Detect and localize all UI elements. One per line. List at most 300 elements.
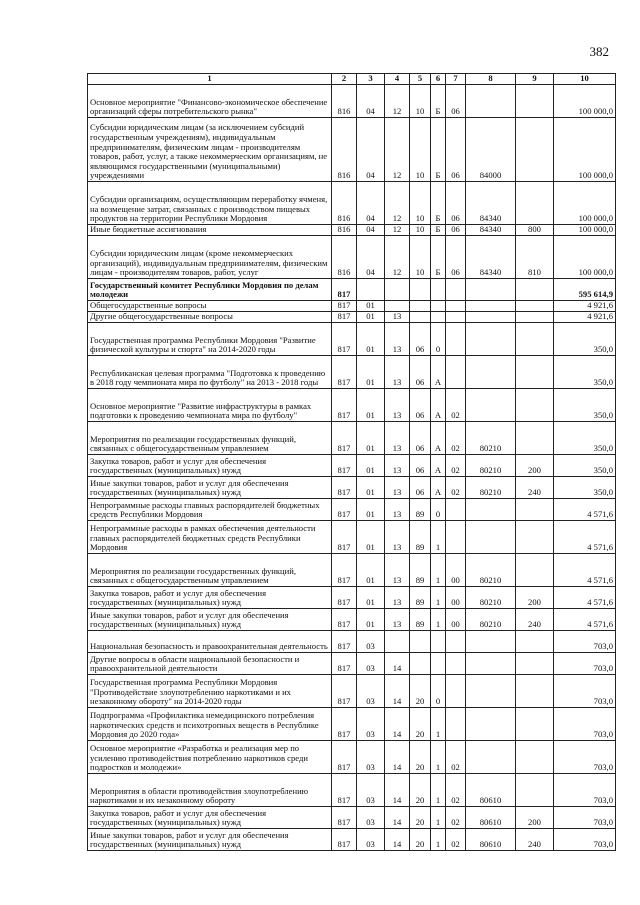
subsection-cell: 14 xyxy=(385,675,410,708)
program-cell: 10 xyxy=(410,85,431,118)
subsection-cell: 13 xyxy=(385,609,410,631)
program-cell: 89 xyxy=(410,554,431,587)
subprogram-cell: 1 xyxy=(431,741,446,774)
row-name-cell: Государственная программа Республики Мордовия "Развитие физической культуры и спорта" на 2014-2020 годы xyxy=(88,323,332,356)
table-row xyxy=(88,225,616,236)
row-name-cell: Непрограммные расходы главных распорядителей бюджетных средств Республики Мордовия xyxy=(88,499,332,521)
subsection-cell: 13 xyxy=(385,356,410,389)
admin-code-cell: 817 xyxy=(332,609,357,631)
admin-code-cell: 816 xyxy=(332,118,357,182)
table-row xyxy=(88,829,616,851)
event-cell: 00 xyxy=(446,609,466,631)
direction-cell xyxy=(466,279,516,301)
subsection-cell: 14 xyxy=(385,741,410,774)
subprogram-cell: 1 xyxy=(431,807,446,829)
direction-cell: 80610 xyxy=(466,807,516,829)
amount-cell: 703,0 xyxy=(554,774,616,807)
subprogram-cell: Б xyxy=(431,225,446,236)
direction-cell: 84000 xyxy=(466,118,516,182)
admin-code-cell: 816 xyxy=(332,225,357,236)
amount-cell: 4 921,6 xyxy=(554,312,616,323)
row-name-cell: Республиканская целевая программа "Подготовка к проведению в 2018 году чемпионата мира по футболу" на 2013 - 2018 годы xyxy=(88,356,332,389)
subprogram-cell: 1 xyxy=(431,554,446,587)
section-cell: 01 xyxy=(357,422,385,455)
direction-cell: 84340 xyxy=(466,182,516,225)
event-cell: 02 xyxy=(446,389,466,422)
table-row xyxy=(88,587,616,609)
section-cell: 01 xyxy=(357,312,385,323)
subsection-cell: 14 xyxy=(385,829,410,851)
direction-cell xyxy=(466,521,516,554)
admin-code-cell: 817 xyxy=(332,301,357,312)
table-row xyxy=(88,499,616,521)
header-cell: 4 xyxy=(385,74,410,85)
section-cell: 03 xyxy=(357,631,385,653)
event-cell: 02 xyxy=(446,477,466,499)
row-name-cell: Мероприятия по реализации государственных функций, связанных с общегосударственным управлением xyxy=(88,554,332,587)
direction-cell xyxy=(466,312,516,323)
subprogram-cell: Б xyxy=(431,236,446,279)
header-cell: 3 xyxy=(357,74,385,85)
amount-cell: 100 000,0 xyxy=(554,225,616,236)
direction-cell xyxy=(466,301,516,312)
section-cell: 01 xyxy=(357,323,385,356)
admin-code-cell: 817 xyxy=(332,521,357,554)
expense-type-cell xyxy=(516,741,554,774)
subsection-cell: 13 xyxy=(385,587,410,609)
table-row xyxy=(88,356,616,389)
amount-cell: 703,0 xyxy=(554,631,616,653)
header-cell: 5 xyxy=(410,74,431,85)
subsection-cell: 13 xyxy=(385,499,410,521)
expense-type-cell xyxy=(516,323,554,356)
expense-type-cell xyxy=(516,279,554,301)
event-cell: 06 xyxy=(446,182,466,225)
row-name-cell: Подпрограмма «Профилактика немедицинского потребления наркотических средств и психотропных веществ в Республике Мордовия до 2020 года» xyxy=(88,708,332,741)
section-cell: 01 xyxy=(357,356,385,389)
admin-code-cell: 817 xyxy=(332,312,357,323)
event-cell: 00 xyxy=(446,587,466,609)
row-name-cell: Основное мероприятие «Разработка и реализация мер по усилению противодействия потреблению наркотиков среди подростков и молодежи» xyxy=(88,741,332,774)
admin-code-cell: 817 xyxy=(332,499,357,521)
event-cell xyxy=(446,675,466,708)
subprogram-cell xyxy=(431,279,446,301)
row-name-cell: Государственная программа Республики Мордовия "Противодействие злоупотреблению наркотиками и их незаконному обороту" на 2014-2020 годы xyxy=(88,675,332,708)
expense-type-cell xyxy=(516,774,554,807)
subsection-cell: 13 xyxy=(385,455,410,477)
table-row xyxy=(88,741,616,774)
admin-code-cell: 817 xyxy=(332,774,357,807)
section-cell: 01 xyxy=(357,554,385,587)
program-cell: 20 xyxy=(410,807,431,829)
section-cell: 01 xyxy=(357,301,385,312)
subprogram-cell: 1 xyxy=(431,521,446,554)
table-header-row xyxy=(88,74,616,85)
amount-cell: 350,0 xyxy=(554,477,616,499)
section-cell: 03 xyxy=(357,741,385,774)
subprogram-cell xyxy=(431,653,446,675)
section-cell: 03 xyxy=(357,708,385,741)
table-row xyxy=(88,807,616,829)
program-cell: 10 xyxy=(410,225,431,236)
expense-type-cell xyxy=(516,389,554,422)
expense-type-cell xyxy=(516,301,554,312)
program-cell: 06 xyxy=(410,323,431,356)
section-cell: 04 xyxy=(357,85,385,118)
admin-code-cell: 816 xyxy=(332,182,357,225)
direction-cell xyxy=(466,85,516,118)
amount-cell: 100 000,0 xyxy=(554,118,616,182)
expense-type-cell xyxy=(516,312,554,323)
event-cell: 06 xyxy=(446,118,466,182)
program-cell xyxy=(410,301,431,312)
event-cell xyxy=(446,653,466,675)
program-cell: 89 xyxy=(410,587,431,609)
row-name-cell: Непрограммные расходы в рамках обеспечения деятельности главных распорядителей бюджетных средств Республики Мордовия xyxy=(88,521,332,554)
amount-cell: 350,0 xyxy=(554,455,616,477)
row-name-cell: Иные закупки товаров, работ и услуг для обеспечения государственных (муниципальных) нужд xyxy=(88,477,332,499)
table-row xyxy=(88,279,616,301)
row-name-cell: Мероприятия в области противодействия злоупотреблению наркотиками и их незаконному обороту xyxy=(88,774,332,807)
subprogram-cell: 0 xyxy=(431,323,446,356)
header-cell: 7 xyxy=(446,74,466,85)
page-number: 382 xyxy=(589,44,609,59)
amount-cell: 703,0 xyxy=(554,741,616,774)
program-cell xyxy=(410,279,431,301)
expense-type-cell: 200 xyxy=(516,455,554,477)
expense-type-cell xyxy=(516,85,554,118)
amount-cell: 4 571,6 xyxy=(554,609,616,631)
expense-type-cell xyxy=(516,356,554,389)
section-cell: 03 xyxy=(357,774,385,807)
direction-cell: 80210 xyxy=(466,587,516,609)
expense-type-cell: 800 xyxy=(516,225,554,236)
amount-cell: 100 000,0 xyxy=(554,182,616,225)
admin-code-cell: 817 xyxy=(332,554,357,587)
event-cell xyxy=(446,631,466,653)
direction-cell: 80210 xyxy=(466,609,516,631)
event-cell: 02 xyxy=(446,774,466,807)
header-cell: 9 xyxy=(516,74,554,85)
event-cell: 02 xyxy=(446,829,466,851)
table-row xyxy=(88,675,616,708)
amount-cell: 703,0 xyxy=(554,829,616,851)
table-row xyxy=(88,389,616,422)
program-cell: 89 xyxy=(410,521,431,554)
amount-cell: 350,0 xyxy=(554,422,616,455)
section-cell: 03 xyxy=(357,653,385,675)
header-cell: 10 xyxy=(554,74,616,85)
expense-type-cell xyxy=(516,422,554,455)
subprogram-cell: Б xyxy=(431,85,446,118)
program-cell: 89 xyxy=(410,499,431,521)
subsection-cell xyxy=(385,301,410,312)
direction-cell xyxy=(466,499,516,521)
table-row xyxy=(88,118,616,182)
admin-code-cell: 817 xyxy=(332,741,357,774)
row-name-cell: Закупка товаров, работ и услуг для обеспечения государственных (муниципальных) нужд xyxy=(88,455,332,477)
subsection-cell: 13 xyxy=(385,389,410,422)
row-name-cell: Субсидии организациям, осуществляющим переработку ячменя, на возмещение затрат, связанных с производством пищевых продуктов на территории Республики Мордовия xyxy=(88,182,332,225)
section-cell: 01 xyxy=(357,455,385,477)
program-cell: 89 xyxy=(410,609,431,631)
amount-cell: 703,0 xyxy=(554,675,616,708)
admin-code-cell: 817 xyxy=(332,829,357,851)
program-cell: 06 xyxy=(410,389,431,422)
direction-cell xyxy=(466,631,516,653)
program-cell xyxy=(410,312,431,323)
subsection-cell xyxy=(385,631,410,653)
subsection-cell: 13 xyxy=(385,477,410,499)
table-row xyxy=(88,477,616,499)
admin-code-cell: 817 xyxy=(332,653,357,675)
row-name-cell: Национальная безопасность и правоохранительная деятельность xyxy=(88,631,332,653)
subprogram-cell xyxy=(431,631,446,653)
row-name-cell: Государственный комитет Республики Мордовия по делам молодежи xyxy=(88,279,332,301)
table-row xyxy=(88,554,616,587)
admin-code-cell: 816 xyxy=(332,236,357,279)
admin-code-cell: 817 xyxy=(332,631,357,653)
section-cell: 01 xyxy=(357,477,385,499)
expense-type-cell xyxy=(516,708,554,741)
section-cell: 01 xyxy=(357,587,385,609)
program-cell: 06 xyxy=(410,422,431,455)
amount-cell: 350,0 xyxy=(554,323,616,356)
table-row xyxy=(88,323,616,356)
event-cell: 06 xyxy=(446,225,466,236)
expense-type-cell xyxy=(516,631,554,653)
direction-cell: 84340 xyxy=(466,225,516,236)
subprogram-cell: 1 xyxy=(431,774,446,807)
expense-type-cell: 810 xyxy=(516,236,554,279)
admin-code-cell: 817 xyxy=(332,356,357,389)
table-row xyxy=(88,301,616,312)
direction-cell: 80610 xyxy=(466,774,516,807)
direction-cell: 80210 xyxy=(466,422,516,455)
expense-type-cell: 200 xyxy=(516,587,554,609)
subsection-cell: 14 xyxy=(385,807,410,829)
direction-cell: 84340 xyxy=(466,236,516,279)
subsection-cell: 12 xyxy=(385,225,410,236)
event-cell: 02 xyxy=(446,741,466,774)
row-name-cell: Субсидии юридическим лицам (за исключением субсидий государственным учреждениям), индивидуальным предпринимателям, физическим лицам - производителям товаров, работ, услуг, а также некоммерческим организациям, не являющимся государственными (муниципальными) учреждениями xyxy=(88,118,332,182)
event-cell: 02 xyxy=(446,422,466,455)
program-cell: 10 xyxy=(410,236,431,279)
table-row xyxy=(88,521,616,554)
subsection-cell: 13 xyxy=(385,521,410,554)
section-cell xyxy=(357,279,385,301)
expense-type-cell xyxy=(516,521,554,554)
expense-type-cell xyxy=(516,499,554,521)
expense-type-cell xyxy=(516,653,554,675)
expense-type-cell xyxy=(516,554,554,587)
amount-cell: 703,0 xyxy=(554,807,616,829)
subsection-cell: 12 xyxy=(385,85,410,118)
table-row xyxy=(88,422,616,455)
subprogram-cell: А xyxy=(431,455,446,477)
program-cell: 20 xyxy=(410,741,431,774)
row-name-cell: Иные закупки товаров, работ и услуг для обеспечения государственных (муниципальных) нужд xyxy=(88,609,332,631)
row-name-cell: Закупка товаров, работ и услуг для обеспечения государственных (муниципальных) нужд xyxy=(88,807,332,829)
admin-code-cell: 817 xyxy=(332,279,357,301)
program-cell xyxy=(410,631,431,653)
header-cell: 8 xyxy=(466,74,516,85)
program-cell: 20 xyxy=(410,829,431,851)
admin-code-cell: 816 xyxy=(332,85,357,118)
event-cell xyxy=(446,499,466,521)
section-cell: 01 xyxy=(357,499,385,521)
section-cell: 04 xyxy=(357,118,385,182)
subsection-cell: 13 xyxy=(385,554,410,587)
table-row xyxy=(88,236,616,279)
amount-cell: 100 000,0 xyxy=(554,85,616,118)
event-cell: 02 xyxy=(446,807,466,829)
subprogram-cell xyxy=(431,301,446,312)
subsection-cell: 14 xyxy=(385,774,410,807)
amount-cell: 4 571,6 xyxy=(554,499,616,521)
amount-cell: 4 571,6 xyxy=(554,521,616,554)
header-cell: 6 xyxy=(431,74,446,85)
subsection-cell: 14 xyxy=(385,653,410,675)
subsection-cell: 13 xyxy=(385,323,410,356)
amount-cell: 4 571,6 xyxy=(554,554,616,587)
direction-cell xyxy=(466,389,516,422)
table-body xyxy=(88,74,616,851)
subsection-cell: 14 xyxy=(385,708,410,741)
program-cell xyxy=(410,653,431,675)
event-cell: 06 xyxy=(446,85,466,118)
row-name-cell: Другие вопросы в области национальной безопасности и правоохранительной деятельности xyxy=(88,653,332,675)
subprogram-cell: Б xyxy=(431,118,446,182)
admin-code-cell: 817 xyxy=(332,708,357,741)
direction-cell: 80210 xyxy=(466,455,516,477)
event-cell: 00 xyxy=(446,554,466,587)
row-name-cell: Основное мероприятие "Финансово-экономическое обеспечение организаций сферы потребительского рынка" xyxy=(88,85,332,118)
event-cell xyxy=(446,708,466,741)
direction-cell xyxy=(466,741,516,774)
amount-cell: 595 614,9 xyxy=(554,279,616,301)
row-name-cell: Общегосударственные вопросы xyxy=(88,301,332,312)
section-cell: 03 xyxy=(357,675,385,708)
subprogram-cell: 1 xyxy=(431,829,446,851)
amount-cell: 100 000,0 xyxy=(554,236,616,279)
subprogram-cell: А xyxy=(431,422,446,455)
event-cell xyxy=(446,323,466,356)
section-cell: 03 xyxy=(357,829,385,851)
admin-code-cell: 817 xyxy=(332,323,357,356)
admin-code-cell: 817 xyxy=(332,477,357,499)
header-cell: 2 xyxy=(332,74,357,85)
table-row xyxy=(88,312,616,323)
table-row xyxy=(88,609,616,631)
expense-type-cell: 240 xyxy=(516,609,554,631)
subprogram-cell: А xyxy=(431,356,446,389)
expense-type-cell xyxy=(516,675,554,708)
section-cell: 01 xyxy=(357,521,385,554)
subsection-cell: 13 xyxy=(385,312,410,323)
section-cell: 01 xyxy=(357,609,385,631)
event-cell xyxy=(446,356,466,389)
row-name-cell: Иные бюджетные ассигнования xyxy=(88,225,332,236)
subprogram-cell: 0 xyxy=(431,675,446,708)
row-name-cell: Мероприятия по реализации государственных функций, связанных с общегосударственным управлением xyxy=(88,422,332,455)
amount-cell: 703,0 xyxy=(554,653,616,675)
amount-cell: 350,0 xyxy=(554,356,616,389)
event-cell xyxy=(446,521,466,554)
program-cell: 10 xyxy=(410,182,431,225)
table-row xyxy=(88,631,616,653)
event-cell: 02 xyxy=(446,455,466,477)
subsection-cell: 12 xyxy=(385,118,410,182)
table-row xyxy=(88,774,616,807)
program-cell: 20 xyxy=(410,675,431,708)
subprogram-cell: 1 xyxy=(431,609,446,631)
event-cell xyxy=(446,301,466,312)
expense-type-cell: 240 xyxy=(516,829,554,851)
program-cell: 20 xyxy=(410,774,431,807)
subsection-cell: 12 xyxy=(385,182,410,225)
program-cell: 10 xyxy=(410,118,431,182)
subsection-cell: 13 xyxy=(385,422,410,455)
subprogram-cell: А xyxy=(431,477,446,499)
direction-cell xyxy=(466,323,516,356)
program-cell: 06 xyxy=(410,356,431,389)
event-cell xyxy=(446,279,466,301)
amount-cell: 703,0 xyxy=(554,708,616,741)
table-row xyxy=(88,455,616,477)
subprogram-cell: 0 xyxy=(431,499,446,521)
admin-code-cell: 817 xyxy=(332,807,357,829)
section-cell: 03 xyxy=(357,807,385,829)
table-row xyxy=(88,653,616,675)
admin-code-cell: 817 xyxy=(332,587,357,609)
event-cell xyxy=(446,312,466,323)
admin-code-cell: 817 xyxy=(332,675,357,708)
admin-code-cell: 817 xyxy=(332,389,357,422)
subsection-cell xyxy=(385,279,410,301)
table-row xyxy=(88,85,616,118)
program-cell: 06 xyxy=(410,477,431,499)
admin-code-cell: 817 xyxy=(332,455,357,477)
row-name-cell: Иные закупки товаров, работ и услуг для обеспечения государственных (муниципальных) нужд xyxy=(88,829,332,851)
direction-cell: 80210 xyxy=(466,477,516,499)
amount-cell: 4 921,6 xyxy=(554,301,616,312)
direction-cell: 80610 xyxy=(466,829,516,851)
table-row xyxy=(88,708,616,741)
section-cell: 01 xyxy=(357,389,385,422)
direction-cell xyxy=(466,675,516,708)
subprogram-cell: 1 xyxy=(431,708,446,741)
expense-type-cell: 240 xyxy=(516,477,554,499)
direction-cell xyxy=(466,653,516,675)
direction-cell xyxy=(466,356,516,389)
row-name-cell: Основное мероприятие "Развитие инфраструктуры в рамках подготовки к проведению чемпионата мира по футболу" xyxy=(88,389,332,422)
direction-cell: 80210 xyxy=(466,554,516,587)
expense-type-cell xyxy=(516,182,554,225)
subsection-cell: 12 xyxy=(385,236,410,279)
section-cell: 04 xyxy=(357,182,385,225)
subprogram-cell: А xyxy=(431,389,446,422)
event-cell: 06 xyxy=(446,236,466,279)
direction-cell xyxy=(466,708,516,741)
amount-cell: 350,0 xyxy=(554,389,616,422)
row-name-cell: Другие общегосударственные вопросы xyxy=(88,312,332,323)
subprogram-cell: 1 xyxy=(431,587,446,609)
subprogram-cell xyxy=(431,312,446,323)
table-row xyxy=(88,182,616,225)
row-name-cell: Субсидии юридическим лицам (кроме некоммерческих организаций), индивидуальным предпринимателям, физическим лицам - производителям товаров, работ, услуг xyxy=(88,236,332,279)
header-cell: 1 xyxy=(88,74,332,85)
